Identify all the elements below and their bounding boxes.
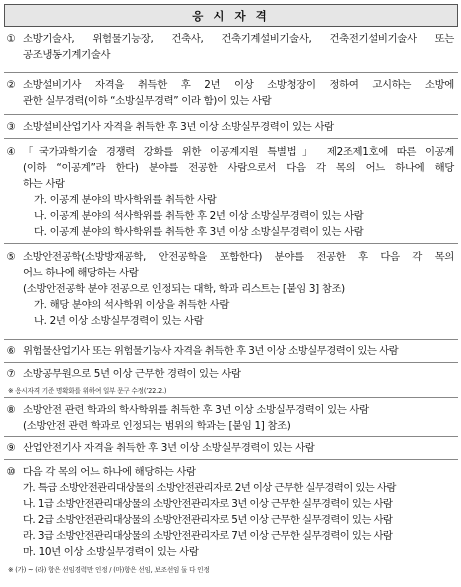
item-text: (이하 “이공계”라 한다) 분야를 전공한 사람으로서 다음 각 목의 어느 하나에 해당: [23, 162, 454, 174]
item-number: ⑥: [6, 345, 16, 357]
item-text: 소방기술사, 위험물기능장, 건축사, 건축기계설비기술사, 건축전기설비기술사 또는: [23, 33, 454, 45]
item-text: 하는 사람: [23, 178, 65, 190]
item-number: ③: [6, 121, 16, 133]
item-text: 다음 각 목의 어느 하나에 해당하는 사람: [23, 466, 196, 478]
sub-item: 다. 2급 소방안전관리대상물의 소방안전관리자로 5년 이상 근무한 실무경력이 있는 사람: [23, 514, 393, 526]
qualification-item-6: [4, 343, 454, 359]
item-text: 소방안전 관련 학과의 학사학위를 취득한 후 3년 이상 소방실무경력이 있는 사람: [23, 404, 369, 416]
item-divider: [4, 397, 458, 398]
item-text: 소방설비기사 자격을 취득한 후 2년 이상 소방청장이 정하여 고시하는 소방에: [23, 79, 454, 91]
sub-item: 다. 이공계 분야의 학사학위를 취득한 후 3년 이상 소방실무경력이 있는 사람: [34, 226, 364, 238]
item-text: 소방안전공학(소방방재공학, 안전공학을 포함한다) 분야를 전공한 후 다음 각 목의: [23, 251, 454, 263]
qualification-item-10: [4, 464, 454, 560]
item-text: 「국가과학기술 경쟁력 강화를 위한 이공계지원 특별법」 제2조제1호에 따른 이공계: [23, 146, 454, 158]
item-text: 관한 실무경력(이하 “소방실무경력” 이라 함)이 있는 사람: [23, 95, 272, 107]
qualification-item-8: [4, 402, 454, 434]
item-divider: [4, 138, 458, 139]
qualification-item-9: [4, 440, 454, 456]
sub-item: 나. 이공계 분야의 석사학위를 취득한 후 2년 이상 소방실무경력이 있는 사람: [34, 210, 364, 222]
item-number: ④: [6, 146, 16, 158]
item-number: ②: [6, 79, 16, 91]
sub-item: 가. 특급 소방안전관리대상물의 소방안전관리자로 2년 이상 근무한 실무경력이 있는 사람: [23, 482, 396, 494]
page-title: 응 시 자 격: [4, 4, 458, 27]
item-number: ①: [6, 33, 16, 45]
footnote: ※ (가) ~ (라) 항은 선임경력만 인정 / (마)항은 선임, 보조선임 둘 다 인정: [8, 566, 210, 574]
item-text: (소방안전공학 분야 전공으로 인정되는 대학, 학과 리스트는 [붙임 3] 참조): [23, 283, 345, 295]
item-text: 소방설비산업기사 자격을 취득한 후 3년 이상 소방실무경력이 있는 사람: [23, 121, 334, 133]
item-text: 공조냉동기계기술사: [23, 49, 111, 61]
item-divider: [4, 114, 458, 115]
sub-item: 라. 3급 소방안전관리대상물의 소방안전관리자로 7년 이상 근무한 실무경력이 있는 사람: [23, 530, 393, 542]
sub-item: 가. 이공계 분야의 박사학위를 취득한 사람: [34, 194, 217, 206]
sub-item: 마. 10년 이상 소방실무경력이 있는 사람: [23, 546, 199, 558]
qualification-item-3: [4, 119, 454, 135]
qualification-item-4: [4, 144, 454, 240]
qualification-item-1: [4, 31, 454, 63]
item-text: 어느 하나에 해당하는 사람: [23, 267, 139, 279]
item-text: 위험물산업기사 또는 위험물기능사 자격을 취득한 후 3년 이상 소방실무경력이 있는 사람: [23, 345, 399, 357]
item-divider: [4, 459, 458, 460]
item-number: ⑦: [6, 368, 16, 380]
sub-item: 나. 2년 이상 소방실무경력이 있는 사람: [34, 315, 204, 327]
item-number: ⑧: [6, 404, 16, 416]
item-divider: [4, 243, 458, 244]
item-text: (소방안전 관련 학과로 인정되는 범위의 학과는 [붙임 1] 참조): [23, 420, 291, 432]
qualification-item-7: [4, 366, 454, 382]
item-text: 소방공무원으로 5년 이상 근무한 경력이 있는 사람: [23, 368, 241, 380]
item-number: ⑩: [6, 466, 16, 478]
item-number: ⑤: [6, 251, 16, 263]
sub-item: 나. 1급 소방안전관리대상물의 소방안전관리자로 3년 이상 근무한 실무경력이 있는 사람: [23, 498, 393, 510]
item-divider: [4, 436, 458, 437]
qualification-item-2: [4, 77, 454, 109]
footnote: ※ 응시자격 기준 명확화를 위하여 일부 문구 수정(’22.2.): [8, 387, 167, 395]
item-divider: [4, 339, 458, 340]
qualification-item-5: [4, 249, 454, 329]
item-divider: [4, 72, 458, 73]
sub-item: 가. 해당 분야의 석사학위 이상을 취득한 사람: [34, 299, 230, 311]
item-text: 산업안전기사 자격을 취득한 후 3년 이상 소방실무경력이 있는 사람: [23, 442, 315, 454]
item-number: ⑨: [6, 442, 16, 454]
item-divider: [4, 362, 458, 363]
